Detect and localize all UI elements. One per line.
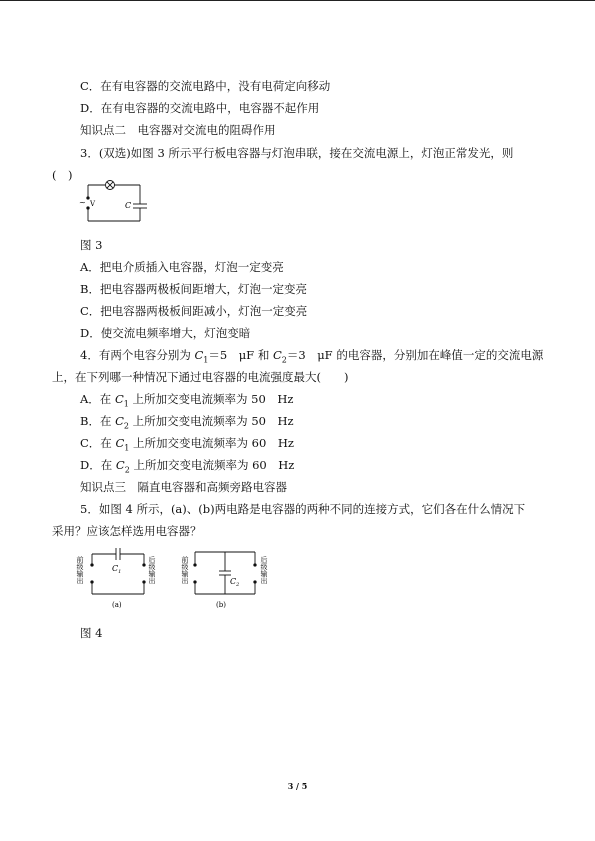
- page-top-rule: [0, 0, 595, 1]
- question-5-line-1: 5．如图 4 所示，(a)、(b)两电路是电容器的两种不同的连接方式，它们各在什么情况下: [80, 502, 526, 516]
- q3-option-c: C．把电容器两极板间距减小，灯泡一定变亮: [80, 304, 308, 318]
- q4-option-a: A．在 $C_1$ 上所加交变电流频率为 50 Hz: [80, 392, 294, 409]
- fig4a-capacitor-label: $C_1$: [112, 564, 122, 575]
- source-symbol: ~: [79, 198, 86, 207]
- question-5-line-2: 采用？应该怎样选用电容器？: [52, 524, 202, 538]
- fig4b-output-label: 后级输出: [260, 556, 268, 584]
- figure-3-circuit: [78, 177, 148, 225]
- question-3-answer-blank: ( ): [52, 168, 73, 182]
- option-c-text: C．在有电容器的交流电路中，没有电荷定向移动: [80, 79, 331, 93]
- q3-option-a: A．把电介质插入电容器，灯泡一定变亮: [80, 260, 284, 274]
- q3-option-b: B．把电容器两极板间距增大，灯泡一定变亮: [80, 282, 307, 296]
- fig4b-input-label: 前级输出: [181, 556, 189, 584]
- q3-option-d: D．使交流电频率增大，灯泡变暗: [80, 326, 251, 340]
- source-value: V: [90, 200, 96, 208]
- question-3-line-1: 3．(双选)如图 3 所示平行板电容器与灯泡串联，接在交流电源上，灯泡正常发光，则: [80, 146, 514, 160]
- section-heading-2: 知识点二 电容器对交流电的阻碍作用: [80, 123, 276, 137]
- question-4-line-1: 4．有两个电容分别为 $C_1=5$ μF 和 $C_2=3$ μF 的电容器，分别加在峰值一定的交流电源: [80, 348, 544, 365]
- figure-4a-circuit: [72, 548, 162, 610]
- fig4b-sub-label: (b): [216, 601, 226, 609]
- q4-option-d: D．在 $C_2$ 上所加交变电流频率为 60 Hz: [80, 458, 295, 475]
- figure-3-caption: 图 3: [80, 238, 103, 252]
- question-4-line-2: 上，在下列哪一种情况下通过电容器的电流强度最大( ): [52, 370, 349, 384]
- option-d-text: D．在有电容器的交流电路中，电容器不起作用: [80, 101, 320, 115]
- page-number: 3 / 5: [287, 781, 308, 791]
- q4-option-b: B．在 $C_2$ 上所加交变电流频率为 50 Hz: [80, 414, 294, 431]
- q4-option-c: C．在 $C_1$ 上所加交变电流频率为 60 Hz: [80, 436, 294, 453]
- figure-4-caption: 图 4: [80, 626, 103, 640]
- fig4a-sub-label: (a): [112, 601, 122, 609]
- capacitor-c-label: C: [125, 201, 132, 210]
- fig4b-capacitor-label: $C_2$: [230, 577, 240, 588]
- fig4a-input-label: 前级输出: [76, 556, 84, 584]
- figure-4b-circuit: [178, 548, 273, 610]
- section-heading-3: 知识点三 隔直电容器和高频旁路电容器: [80, 480, 287, 494]
- fig4a-output-label: 后级输出: [148, 556, 156, 584]
